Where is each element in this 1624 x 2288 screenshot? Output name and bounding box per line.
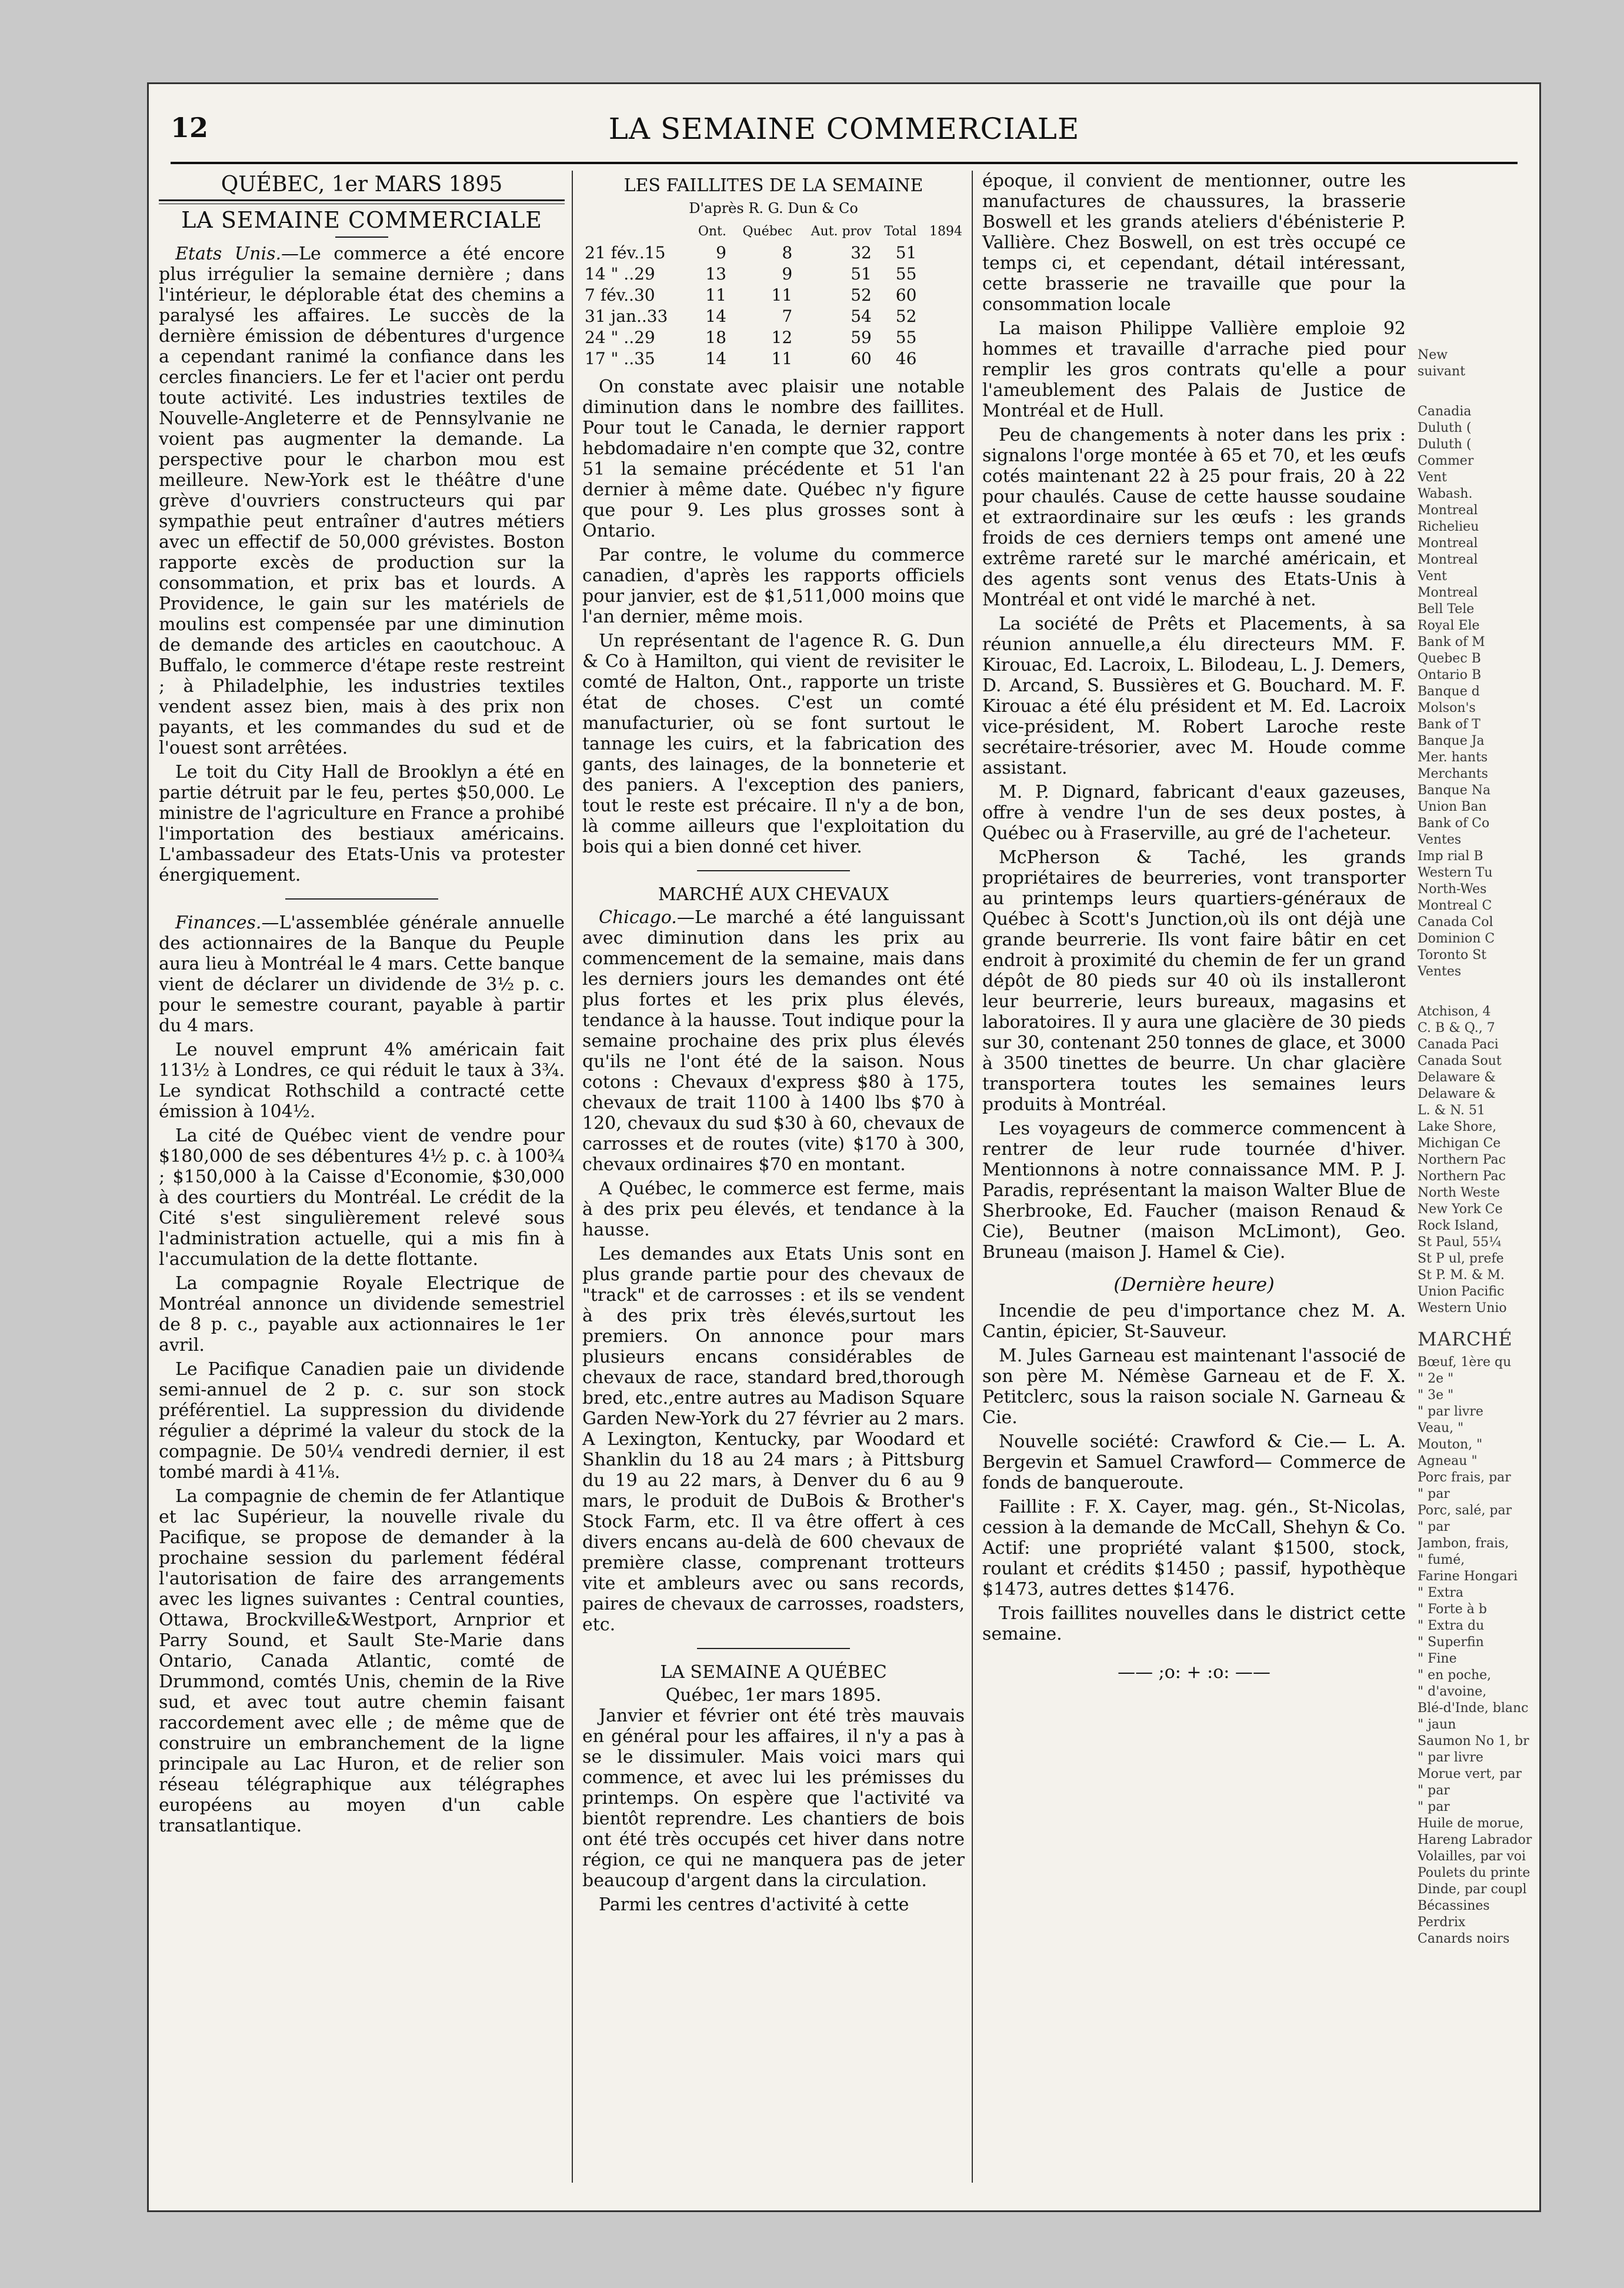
fragment-line: Montreal bbox=[1418, 585, 1478, 600]
fragment-line: Western Tu bbox=[1418, 865, 1493, 880]
fragment-line: Farine Hongari bbox=[1418, 1569, 1518, 1584]
fragment-line: Banque Na bbox=[1418, 783, 1491, 798]
column-divider bbox=[972, 171, 973, 2183]
article-paragraph: M. P. Dignard, fabricant d'eaux gazeuses, offre à vendre l'un de ses deux postes, à Québec ou à Fraserville, au gré de l'acheteur. bbox=[982, 782, 1406, 844]
fragment-line: Bank of T bbox=[1418, 717, 1480, 732]
fragment-line: Banque Ja bbox=[1418, 734, 1485, 748]
table-cell: 7 fév..30 bbox=[585, 285, 655, 305]
fragment-line: Volailles, par voi bbox=[1418, 1849, 1526, 1864]
table-cell: 51 bbox=[851, 264, 872, 284]
fragment-line: Wabash. bbox=[1418, 487, 1473, 501]
article-paragraph: Le nouvel emprunt 4% américain fait 113½ à Londres, ce qui réduit le taux à 3¾. Le syndicat Rothschild a contracté cette émission à 104½. bbox=[159, 1040, 565, 1122]
table-row bbox=[582, 285, 965, 306]
table-header-row bbox=[582, 221, 965, 242]
article-paragraph: M. Jules Garneau est maintenant l'associé de son père M. Némèse Garneau et de F. X. Petitclerc, sous la raison sociale N. Garneau & Cie. bbox=[982, 1346, 1406, 1428]
article-paragraph: Peu de changements à noter dans les prix : signalons l'orge montée à 65 et 70, et les œufs cotés maintenant 22 à 25 pour frais, 20 à 22 pour chaulés. Cause de cette hausse soudaine et extraordinaire sur les œufs : les grands froids de ces derniers temps ont amené une extrême rareté sur le marché américain, et des agents sont venus des Etats-Unis à Montréal et ont vidé le marché à net. bbox=[982, 425, 1406, 610]
table-header-cell bbox=[582, 221, 689, 242]
fragment-line: Perdrix bbox=[1418, 1915, 1466, 1930]
table-cell: 8 bbox=[782, 243, 793, 262]
fragment-line: North Weste bbox=[1418, 1185, 1500, 1200]
paragraph-text: —L'assemblée générale annuelle des actionnaires de la Banque du Peuple aura lieu à Montréal le 4 mars. Cette banque vient de déclarer un dividende de 3½ p. c. pour le semestre courant, payable à partir du 4 mars. bbox=[159, 912, 565, 1036]
end-ornament: —— ;o: + :o: —— bbox=[1118, 1662, 1270, 1683]
section-title: LA SEMAINE COMMERCIALE bbox=[181, 207, 542, 233]
fragment-line: " fumé, bbox=[1418, 1553, 1465, 1567]
fragment-line: Jambon, frais, bbox=[1418, 1536, 1509, 1551]
fragment-line: " jaun bbox=[1418, 1717, 1456, 1732]
market-title: MARCHÉ bbox=[1418, 1328, 1513, 1350]
fragment-line: Porc, salé, par bbox=[1418, 1503, 1512, 1518]
fragment-line: Canada Paci bbox=[1418, 1037, 1499, 1052]
fragment-line: Banque d bbox=[1418, 684, 1480, 699]
table-cell: 55 bbox=[895, 328, 917, 347]
fragment-line: suivant bbox=[1418, 364, 1466, 379]
article-paragraph: Par contre, le volume du commerce canadien, d'après les rapports officiels pour janvier, est de $1,511,000 moins que l'an dernier, même mois. bbox=[582, 545, 965, 627]
fragment-line: St P ul, prefe bbox=[1418, 1251, 1504, 1266]
table-cell: 9 bbox=[716, 243, 726, 262]
fragment-line: " 3e " bbox=[1418, 1388, 1454, 1403]
article-paragraph: Faillite : F. X. Cayer, mag. gén., St-Nicolas, cession à la demande de McCall, Shehyn & Co. Actif: une propriété valant $1500, stock, roulant et crédits $1450 ; passif, hypothèque $1473, autres dettes $1476. bbox=[982, 1497, 1406, 1600]
table-cell: 60 bbox=[895, 285, 917, 305]
article-paragraph: Trois faillites nouvelles dans le district cette semaine. bbox=[982, 1603, 1406, 1644]
fragment-line: New bbox=[1418, 348, 1448, 362]
fragment-line: Mer. hants bbox=[1418, 750, 1488, 765]
fragment-line: C. B & Q., 7 bbox=[1418, 1021, 1495, 1035]
fragment-line: Montreal bbox=[1418, 552, 1478, 567]
table-cell: 60 bbox=[851, 349, 872, 368]
article-paragraph: Le Pacifique Canadien paie un dividende semi-annuel de 2 p. c. sur son stock préférentiel. La suppression du dividende régulier a déprimé la valeur du stock de la compagnie. De 50¼ vendredi dernier, il est tombé mardi à 41⅛. bbox=[159, 1359, 565, 1483]
article-paragraph: A Québec, le commerce est ferme, mais à des prix peu élevés, et tendance à la hausse. bbox=[582, 1178, 965, 1240]
article-paragraph bbox=[159, 912, 565, 1036]
failures-title: LES FAILLITES DE LA SEMAINE bbox=[623, 175, 923, 196]
fragment-line: Ontario B bbox=[1418, 668, 1482, 682]
table-row bbox=[582, 264, 965, 285]
fragment-line: Bank of M bbox=[1418, 635, 1485, 650]
fragment-line: Duluth ( bbox=[1418, 437, 1472, 452]
fragment-line: Delaware & bbox=[1418, 1070, 1496, 1085]
double-rule bbox=[159, 199, 565, 204]
table-cell: 14 bbox=[705, 349, 726, 368]
table-cell: 59 bbox=[851, 328, 872, 347]
table-cell: 31 jan..33 bbox=[585, 307, 668, 326]
page-header bbox=[171, 112, 1518, 159]
fragment-line: L. & N. 51 bbox=[1418, 1103, 1485, 1118]
fragment-line: " d'avoine, bbox=[1418, 1684, 1487, 1699]
failures-source: D'après R. G. Dun & Co bbox=[689, 200, 858, 217]
journal-title: LA SEMAINE COMMERCIALE bbox=[608, 112, 1080, 146]
table-row bbox=[582, 327, 965, 348]
article-paragraph: Un représentant de l'agence R. G. Dun & Co à Hamilton, qui vient de revisiter le comté de Halton, Ont., rapporte un triste état de choses. C'est un comté manufacturier, où se font surtout le tannage les cuirs, et la fabrication des gants, des lainages, de la bonneterie et des paniers. A l'exception des paniers, tout le reste est précaire. Il n'y a de bon, là comme ailleurs que l'exploitation du bois qui a bien donné cet hiver. bbox=[582, 631, 965, 857]
dateline: QUÉBEC, 1er MARS 1895 bbox=[221, 172, 503, 197]
fragment-line: Vent bbox=[1418, 470, 1447, 485]
fragment-line: " par bbox=[1418, 1800, 1450, 1814]
table-cell: 14 " ..29 bbox=[585, 264, 655, 284]
fragment-line: Ventes bbox=[1418, 964, 1462, 979]
table-cell: 7 bbox=[782, 307, 793, 326]
separator-rule bbox=[697, 870, 850, 871]
fragment-line: Commer bbox=[1418, 454, 1474, 468]
fragment-line: Canards noirs bbox=[1418, 1931, 1510, 1946]
fragment-line: St P. M. & M. bbox=[1418, 1268, 1505, 1283]
fragment-line: Rock Island, bbox=[1418, 1218, 1499, 1233]
fragment-line: " Extra bbox=[1418, 1586, 1464, 1600]
fragment-line: Ventes bbox=[1418, 832, 1462, 847]
table-header-cell: 1894 bbox=[929, 224, 962, 239]
lead-in: Finances. bbox=[175, 912, 262, 933]
fragment-line: Dinde, par coupl bbox=[1418, 1882, 1527, 1897]
table-cell: 52 bbox=[895, 307, 917, 326]
late-news-title: (Dernière heure) bbox=[1113, 1273, 1275, 1295]
newspaper-page bbox=[147, 82, 1541, 2212]
article-paragraph bbox=[159, 244, 565, 758]
table-cell: 11 bbox=[771, 349, 793, 368]
fragment-line: Lake Shore, bbox=[1418, 1120, 1497, 1134]
table-cell: 17 " ..35 bbox=[585, 349, 655, 368]
fragment-line: Canada Sout bbox=[1418, 1054, 1502, 1068]
article-paragraph: La maison Philippe Vallière emploie 92 hommes et travaille d'arrache pied pour remplir les gros contrats qu'elle a pour l'ameublement des Palais de Justice de Montréal et de Hull. bbox=[982, 318, 1406, 421]
table-cell: 21 fév..15 bbox=[585, 243, 666, 262]
article-paragraph: Le toit du City Hall de Brooklyn a été en partie détruit par le feu, pertes $50,000. Le ministre de l'agriculture en France a prohibé l'importation des bestiaux américains. L'ambassadeur des Etats-Unis va protester énergiquement. bbox=[159, 762, 565, 885]
article-paragraph: La cité de Québec vient de vendre pour $180,000 de ses débentures 4½ p. c. à 100¾ ; $150,000 à la Caisse d'Economie, $30,000 à des courtiers du Montréal. Le crédit de la Cité s'est singulièrement relevé sous l'administration actuelle, qui a mis fin à l'accumulation de la dette flottante. bbox=[159, 1125, 565, 1270]
table-row bbox=[582, 242, 965, 264]
table-header-cell: Total bbox=[884, 224, 917, 239]
fragment-line: Morue vert, par bbox=[1418, 1767, 1522, 1781]
fragment-line: Northern Pac bbox=[1418, 1153, 1506, 1167]
fragment-line: Blé-d'Inde, blanc bbox=[1418, 1701, 1529, 1716]
article-paragraph: Janvier et février ont été très mauvais en général pour les affaires, il n'y a pas à se le dissimuler. Mais voici mars qui commence, et avec lui les prémisses du printemps. On espère que l'activité va bientôt reprendre. Les chantiers de bois ont été très occupés cet hiver dans notre région, ce qui ne manquera pas de jeter beaucoup d'argent dans la circulation. bbox=[582, 1706, 965, 1891]
paragraph-text: —Le marché a été languissant avec diminution dans les prix au commencement de la semaine, mais dans les derniers jours les demandes ont été plus fortes et les prix plus élevés, tendance à la hausse. Tout indique pour la semaine prochaine des prix plus élevés qu'ils ne l'ont été de la saison. Nous cotons : Chevaux d'express $80 à 175, chevaux de trait 1100 à 1400 lbs $70 à 120, chevaux du sud $30 à 60, chevaux de carrosses et de routes (vite) $170 à 300, chevaux ordinaires $70 en montant. bbox=[582, 907, 965, 1175]
fragment-line: Atchison, 4 bbox=[1418, 1004, 1491, 1019]
fragment-line: " Forte à b bbox=[1418, 1602, 1487, 1617]
fragment-line: Canada Col bbox=[1418, 915, 1493, 930]
fragment-line: Montreal C bbox=[1418, 898, 1492, 913]
table-cell: 46 bbox=[895, 349, 917, 368]
table-header-cell: Ont. bbox=[698, 224, 726, 239]
table-cell: 13 bbox=[705, 264, 726, 284]
fragment-line: " Extra du bbox=[1418, 1618, 1485, 1633]
fragment-line: " par livre bbox=[1418, 1404, 1483, 1419]
fragment-line: " par bbox=[1418, 1520, 1450, 1534]
table-cell: 18 bbox=[705, 328, 726, 347]
article-paragraph: époque, il convient de mentionner, outre les manufactures de chaussures, la brasserie Boswell et les grands ateliers d'ébénisterie P. Vallière. Chez Boswell, on est très occupé ce temps ci, et cependant, détail intéressant, cette brasserie ne travaille que pour la consommation locale bbox=[982, 171, 1406, 315]
stock-list-us bbox=[1418, 1004, 1535, 1317]
fragment-top bbox=[1418, 347, 1535, 380]
fragment-line: Huile de morue, bbox=[1418, 1816, 1524, 1831]
fragment-line: " par livre bbox=[1418, 1750, 1483, 1765]
table-header-cell: Québec bbox=[742, 224, 793, 239]
fragment-line: Royal Ele bbox=[1418, 618, 1480, 633]
quebec-title: LA SEMAINE A QUÉBEC bbox=[660, 1662, 887, 1683]
failures-table bbox=[582, 221, 965, 369]
paragraph-text: —Le commerce a été encore plus irrégulier la semaine dernière ; dans l'intérieur, le déplorable état des chemins a paralysé les affaires. Le succès de la dernière émission de débentures d'urgence a cependant ranimé la confiance dans les cercles financiers. Le fer et l'acier ont perdu toute activité. Les industries textiles de Nouvelle-Angleterre et de Pennsylvanie ne voient pas augmenter la demande. La perspective pour le charbon mou est meilleure. New-York est le théâtre d'une grève d'ouvriers constructeurs qui par sympathie peut entraîner d'autres métiers avec un effectif de 50,000 grévistes. Boston rapporte excès de production sur la consommation, et prix bas et lourds. A Providence, le gain sur les matériels de moulins est compensée par une diminution de demande des articles en caoutchouc. A Buffalo, le commerce d'étape reste restreint ; à Philadelphie, les industries textiles vendent assez bien, mais à des prix non payants, et les commandes du sud et de l'ouest sont arrêtées. bbox=[159, 244, 565, 758]
separator-rule bbox=[697, 1648, 850, 1649]
table-body bbox=[582, 242, 965, 369]
fragment-line: Agneau " bbox=[1418, 1454, 1478, 1468]
fragment-line: Delaware & bbox=[1418, 1087, 1496, 1101]
table-row bbox=[582, 348, 965, 369]
fragment-line: Quebec B bbox=[1418, 651, 1481, 666]
table-cell: 12 bbox=[771, 328, 793, 347]
fragment-line: Dominion C bbox=[1418, 931, 1495, 946]
table-cell: 32 bbox=[851, 243, 872, 262]
table-cell: 52 bbox=[851, 285, 872, 305]
table-cell: 55 bbox=[895, 264, 917, 284]
article-paragraph: Parmi les centres d'activité à cette bbox=[599, 1894, 909, 1915]
fragment-line: " Fine bbox=[1418, 1651, 1457, 1666]
table-cell: 14 bbox=[705, 307, 726, 326]
fragment-line: Toronto St bbox=[1418, 948, 1487, 963]
column-1 bbox=[159, 171, 565, 1840]
fragment-line: " par bbox=[1418, 1783, 1450, 1798]
dash-rule bbox=[335, 237, 388, 238]
fragment-line: St Paul, 55¼ bbox=[1418, 1235, 1502, 1250]
article-paragraph: Les voyageurs de commerce commencent à rentrer de leur rude tournée d'hiver. Mentionnons à notre connaissance MM. P. J. Paradis, représentant la maison Walter Blue de Sherbrooke, Ed. Faucher (maison Renaud & Cie), Beutner (maison McLimont), Geo. Bruneau (maison J. Hamel & Cie). bbox=[982, 1118, 1406, 1263]
fragment-line: Bell Tele bbox=[1418, 602, 1475, 617]
stock-list bbox=[1418, 404, 1535, 980]
column-4-fragment bbox=[1418, 171, 1535, 1947]
article-paragraph: La compagnie Royale Electrique de Montréal annonce un dividende semestriel de 8 p. c., payable aux actionnaires le 1er avril. bbox=[159, 1273, 565, 1356]
fragment-line: Bank of Co bbox=[1418, 816, 1490, 831]
fragment-line: North-Wes bbox=[1418, 882, 1487, 897]
page-number: 12 bbox=[171, 112, 209, 144]
fragment-line: Union Pacific bbox=[1418, 1284, 1505, 1299]
lead-in: Chicago. bbox=[599, 907, 677, 928]
column-2 bbox=[582, 171, 965, 1919]
table-row bbox=[582, 306, 965, 327]
fragment-line: Richelieu bbox=[1418, 519, 1479, 534]
column-3 bbox=[982, 171, 1406, 1683]
article-paragraph: Les demandes aux Etats Unis sont en plus grande partie pour des chevaux de "track" et de carrosses : et ils se vendent à des prix très élevés,surtout les premiers. On annonce pour mars plusieurs encans considérables de chevaux de race, standard bred,thorough bred, etc.,entre autres au Madison Square Garden New-York du 27 février au 2 mars. A Lexington, Kentucky, par Woodard et Shanklin du 18 au 24 mars ; à Pittsburg du 19 au 22 mars, à Denver du 6 au 9 mars, le produit de DuBois & Brother's Stock Farm, etc. Il va être offert à ces divers encans au-delà de 600 chevaux de première classe, comprenant trotteurs vite et ambleurs avec ou sans records, paires de chevaux de carrosses, roadsters, etc. bbox=[582, 1244, 965, 1635]
article-paragraph: McPherson & Taché, les grands propriétaires de beurreries, vont transporter au printemps leurs quartiers-généraux de Québec à Scott's Junction,où ils ont déjà une grande beurrerie. Ils vont faire bâtir en cet endroit à proximité du chemin de fer un grand dépôt de 80 pieds sur 40 où ils installeront leur beurrerie, leurs bureaux, magasins et laboratoires. Il y aura une glacière de 30 pieds sur 30, contenant 250 tonnes de glace, et 3000 à 3500 tinettes de beurre. Un char glacière transportera toutes les semaines leurs produits à Montréal. bbox=[982, 847, 1406, 1115]
horses-title: MARCHÉ AUX CHEVAUX bbox=[658, 884, 889, 905]
article-paragraph: La compagnie de chemin de fer Atlantique et lac Supérieur, la nouvelle rivale du Pacifique, se propose de demander à la prochaine session du parlement fédéral l'autorisation de faire des arrangements avec les lignes suivantes : Central counties, Ottawa, Brockville&Westport, Arnprior et Parry Sound, et Sault Ste-Marie dans Ontario, Canada Atlantic, comté de Drummond, comtés Unis, chemin de la Rive sud, et avec tout autre chemin faisant raccordement avec elle ; de même que de construire un embranchement de la ligne principale au Lac Huron, et de relier son réseau télégraphique aux télégraphes européens au moyen d'un cable transatlantique. bbox=[159, 1486, 565, 1836]
table-header-cell: Aut. prov bbox=[811, 224, 872, 239]
fragment-line: Northern Pac bbox=[1418, 1169, 1506, 1184]
fragment-line: Montreal bbox=[1418, 536, 1478, 551]
fragment-line: Duluth ( bbox=[1418, 421, 1472, 435]
fragment-line: Merchants bbox=[1418, 767, 1488, 781]
fragment-line: Poulets du printe bbox=[1418, 1866, 1530, 1880]
fragment-line: Molson's bbox=[1418, 701, 1476, 715]
article-paragraph: Nouvelle société: Crawford & Cie.— L. A. Bergevin et Samuel Crawford— Commerce de fonds de banqueroute. bbox=[982, 1431, 1406, 1493]
table-cell: 9 bbox=[782, 264, 793, 284]
fragment-line: Bécassines bbox=[1418, 1899, 1490, 1913]
fragment-line: Bœuf, 1ère qu bbox=[1418, 1355, 1512, 1370]
separator-rule bbox=[285, 898, 438, 900]
fragment-line: " 2e " bbox=[1418, 1371, 1454, 1386]
fragment-line: Western Unio bbox=[1418, 1301, 1507, 1315]
table-cell: 24 " ..29 bbox=[585, 328, 655, 347]
fragment-line: " par bbox=[1418, 1487, 1450, 1501]
fragment-line: Veau, " bbox=[1418, 1421, 1464, 1436]
fragment-line: Porc frais, par bbox=[1418, 1470, 1511, 1485]
header-rule bbox=[171, 162, 1518, 164]
fragment-line: Mouton, " bbox=[1418, 1437, 1483, 1452]
fragment-line: " en poche, bbox=[1418, 1668, 1492, 1683]
fragment-line: Montreal bbox=[1418, 503, 1478, 518]
article-paragraph bbox=[582, 907, 965, 1175]
table-cell: 54 bbox=[851, 307, 872, 326]
fragment-line: " Superfin bbox=[1418, 1635, 1484, 1650]
table-cell: 11 bbox=[771, 285, 793, 305]
fragment-line: Canadia bbox=[1418, 404, 1472, 419]
article-paragraph: On constate avec plaisir une notable diminution dans le nombre des faillites. Pour tout le Canada, le dernier rapport hebdomadaire n'en compte que 32, contre 51 la semaine précédente et 51 l'an dernier à même date. Québec n'y figure que pour 9. Les plus grosses sont à Ontario. bbox=[582, 377, 965, 541]
fragment-line: New York Ce bbox=[1418, 1202, 1503, 1217]
column-divider bbox=[572, 171, 573, 2183]
article-paragraph: La société de Prêts et Placements, à sa réunion annuelle,a élu directeurs MM. F. Kirouac, Ed. Lacroix, L. Bilodeau, L. J. Demers, D. Arcand, S. Bussières et G. Bouchard. M. F. Kirouac a été élu président et M. Ed. Lacroix vice-président, M. Robert Laroche reste secrétaire-trésorier, avec M. Houde comme assistant. bbox=[982, 614, 1406, 778]
lead-in: Etats Unis. bbox=[175, 244, 282, 264]
fragment-line: Michigan Ce bbox=[1418, 1136, 1501, 1151]
quebec-dateline: Québec, 1er mars 1895. bbox=[665, 1685, 882, 1706]
fragment-line: Saumon No 1, br bbox=[1418, 1734, 1529, 1749]
article-paragraph: Incendie de peu d'importance chez M. A. Cantin, épicier, St-Sauveur. bbox=[982, 1301, 1406, 1342]
fragment-line: Vent bbox=[1418, 569, 1447, 584]
market-list bbox=[1418, 1354, 1535, 1947]
fragment-line: Union Ban bbox=[1418, 800, 1487, 814]
table-cell: 51 bbox=[895, 243, 917, 262]
fragment-line: Imp rial B bbox=[1418, 849, 1483, 864]
fragment-line: Hareng Labrador bbox=[1418, 1833, 1532, 1847]
table-cell: 11 bbox=[705, 285, 726, 305]
